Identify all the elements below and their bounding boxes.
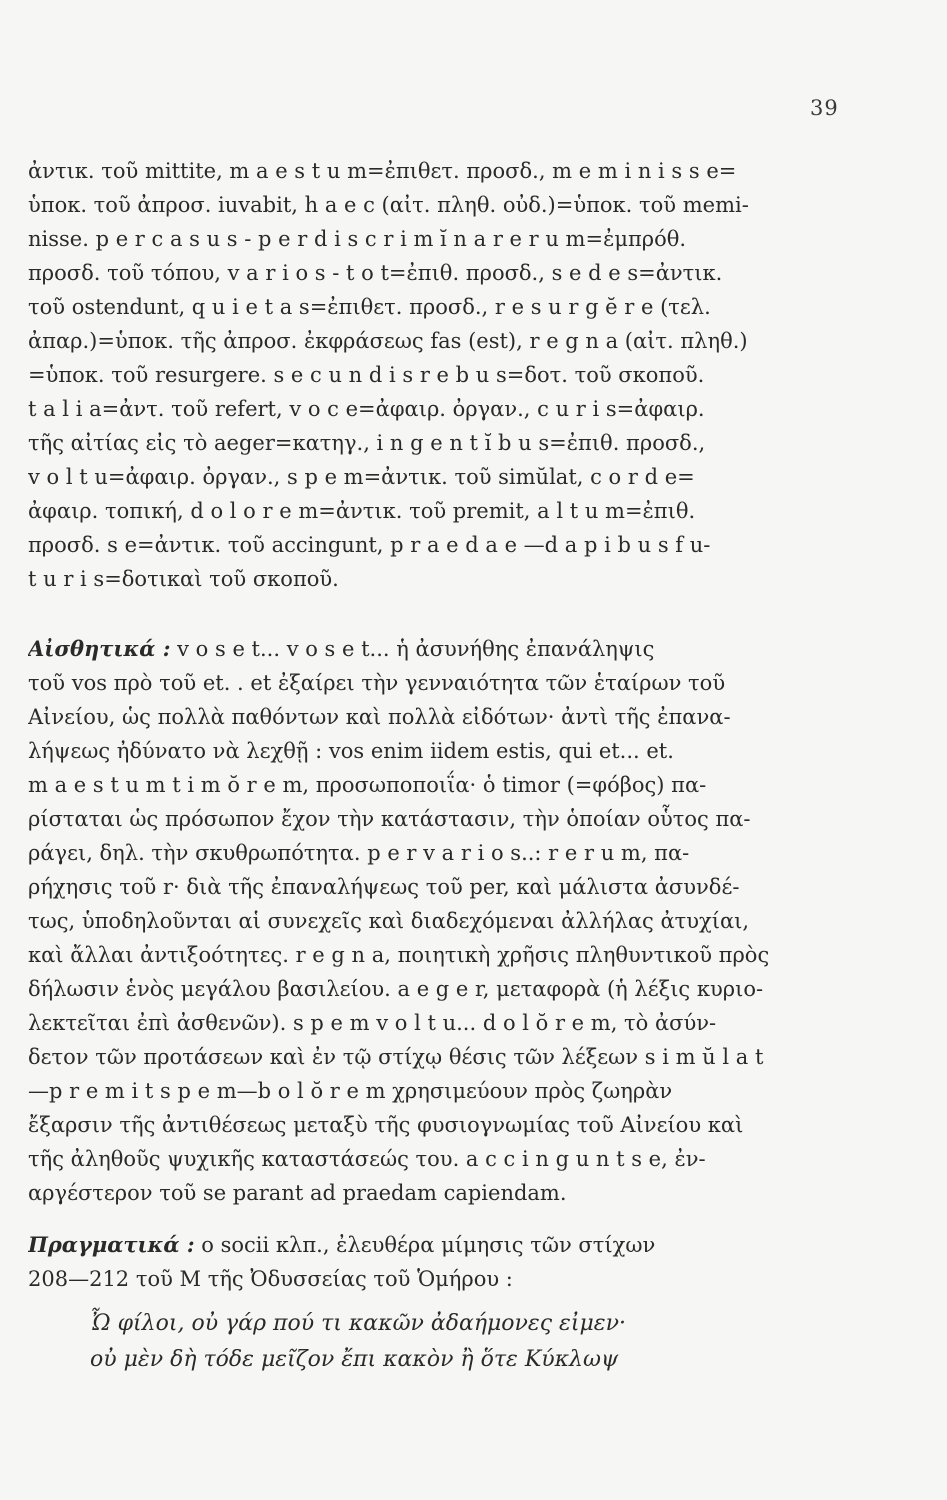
text-line: τῆς ἀληθοῦς ψυχικῆς καταστάσεώς του. a c c i n g u n t s e, ἐν- xyxy=(28,1147,706,1171)
text-line: v o l t u=ἀφαιρ. ὀργαν., s p e m=ἀντικ. τοῦ simŭlat, c o r d e= xyxy=(28,465,695,489)
text-line xyxy=(28,1228,858,1262)
text-line: καὶ ἄλλαι ἀντιξοότητες. r e g n a, ποιητικὴ χρῆσις πληθυντικοῦ πρὸς xyxy=(28,943,770,967)
text-line: τοῦ vos πρὸ τοῦ et. . et ἐξαίρει τὴν γενναιότητα τῶν ἑταίρων τοῦ xyxy=(28,671,726,695)
text-line: =ὑποκ. τοῦ resurgere. s e c u n d i s r e b u s=δοτ. τοῦ σκοποῦ. xyxy=(28,363,705,387)
text-line: 208—212 τοῦ Μ τῆς Ὀδυσσείας τοῦ Ὁμήρου : xyxy=(28,1267,513,1291)
factual-heading: Πραγματικά : xyxy=(28,1232,195,1257)
heading-line-text: v o s e t... v o s e t... ἡ ἀσυνήθης ἐπανάληψις xyxy=(170,637,655,661)
text-line: nisse. p e r c a s u s - p e r d i s c r i m ĭ n a r e r u m=ἐμπρόθ. xyxy=(28,227,687,251)
page-number: 39 xyxy=(810,96,839,120)
text-line: προσδ. s e=ἀντικ. τοῦ accingunt, p r a e d a e —d a p i b u s f u- xyxy=(28,533,711,557)
text-line: ρίσταται ὡς πρόσωπον ἔχον τὴν κατάστασιν, τὴν ὁποίαν οὗτος πα- xyxy=(28,807,751,831)
text-line: Αἰνείου, ὡς πολλὰ παθόντων καὶ πολλὰ εἰδότων· ἀντὶ τῆς ἐπανα- xyxy=(28,705,731,729)
text-line: τῆς αἰτίας εἰς τὸ aeger=κατηγ., i n g e n t ĭ b u s=ἐπιθ. προσδ., xyxy=(28,431,706,455)
homer-quote xyxy=(90,1306,850,1378)
text-line: λεκτεῖται ἐπὶ ἀσθενῶν). s p e m v o l t u... d o l ŏ r e m, τὸ ἀσύν- xyxy=(28,1011,717,1035)
text-line: t u r i s=δοτικαὶ τοῦ σκοποῦ. xyxy=(28,567,339,591)
text-line: ὑποκ. τοῦ ἀπροσ. iuvabit, h a e c (αἰτ. πληθ. οὐδ.)=ὑποκ. τοῦ memi- xyxy=(28,193,749,217)
text-line: δετον τῶν προτάσεων καὶ ἐν τῷ στίχῳ θέσις τῶν λέξεων s i m ŭ l a t xyxy=(28,1045,764,1069)
text-line: λήψεως ἠδύνατο νὰ λεχθῇ : vos enim iidem estis, qui et... et. xyxy=(28,739,674,763)
quote-line: Ὦ φίλοι, οὐ γάρ πού τι κακῶν ἀδαήμονες εἰμεν· xyxy=(90,1311,626,1336)
aesthetics-heading: Αἰσθητικά : xyxy=(28,636,171,661)
text-line: προσδ. τοῦ τόπου, v a r i o s - t o t=ἐπιθ. προσδ., s e d e s=ἀντικ. xyxy=(28,261,723,285)
text-line: t a l i a=ἀντ. τοῦ refert, v o c e=ἀφαιρ. ὀργαν., c u r i s=ἀφαιρ. xyxy=(28,397,705,421)
text-line: τως, ὑποδηλοῦνται αἱ συνεχεῖς καὶ διαδεχόμεναι ἀλλήλας ἀτυχίαι, xyxy=(28,909,750,933)
aesthetics-paragraph xyxy=(28,632,858,1210)
quote-line: οὐ μὲν δὴ τόδε μεῖζον ἔπι κακὸν ἢ ὅτε Κύκλωψ xyxy=(90,1347,619,1372)
text-line: ρήχησις τοῦ r· διὰ τῆς ἐπαναλήψεως τοῦ per, καὶ μάλιστα ἀσυνδέ- xyxy=(28,875,740,899)
text-line: ἀντικ. τοῦ mittite, m a e s t u m=ἐπιθετ. προσδ., m e m i n i s s e= xyxy=(28,159,737,183)
text-line: ράγει, δηλ. τὴν σκυθρωπότητα. p e r v a r i o s..: r e r u m, πα- xyxy=(28,841,690,865)
text-line xyxy=(28,632,858,666)
text-line: αργέστερον τοῦ se parant ad praedam capiendam. xyxy=(28,1181,567,1205)
text-line: ἀπαρ.)=ὑποκ. τῆς ἀπροσ. ἐκφράσεως fas (est), r e g n a (αἰτ. πληθ.) xyxy=(28,329,748,353)
text-line: —p r e m i t s p e m—b o l ŏ r e m χρησιμεύουν πρὸς ζωηρὰν xyxy=(28,1079,673,1103)
text-line: ἀφαιρ. τοπική, d o l o r e m=ἀντικ. τοῦ premit, a l t u m=ἐπιθ. xyxy=(28,499,696,523)
text-line: δήλωσιν ἑνὸς μεγάλου βασιλείου. a e g e r, μεταφορὰ (ἡ λέξις κυριο- xyxy=(28,977,764,1001)
text-line: ἔξαρσιν τῆς ἀντιθέσεως μεταξὺ τῆς φυσιογνωμίας τοῦ Αἰνείου καὶ xyxy=(28,1113,744,1137)
heading-line-text: o socii κλπ., ἐλευθέρα μίμησις τῶν στίχων xyxy=(194,1233,656,1257)
text-line: m a e s t u m t i m ŏ r e m, προσωποποιΐα· ὁ timor (=φόβος) πα- xyxy=(28,773,707,797)
factual-notes-paragraph xyxy=(28,1228,858,1296)
grammar-notes-paragraph xyxy=(28,154,858,596)
text-line: τοῦ ostendunt, q u i e t a s=ἐπιθετ. προσδ., r e s u r g ĕ r e (τελ. xyxy=(28,295,711,319)
